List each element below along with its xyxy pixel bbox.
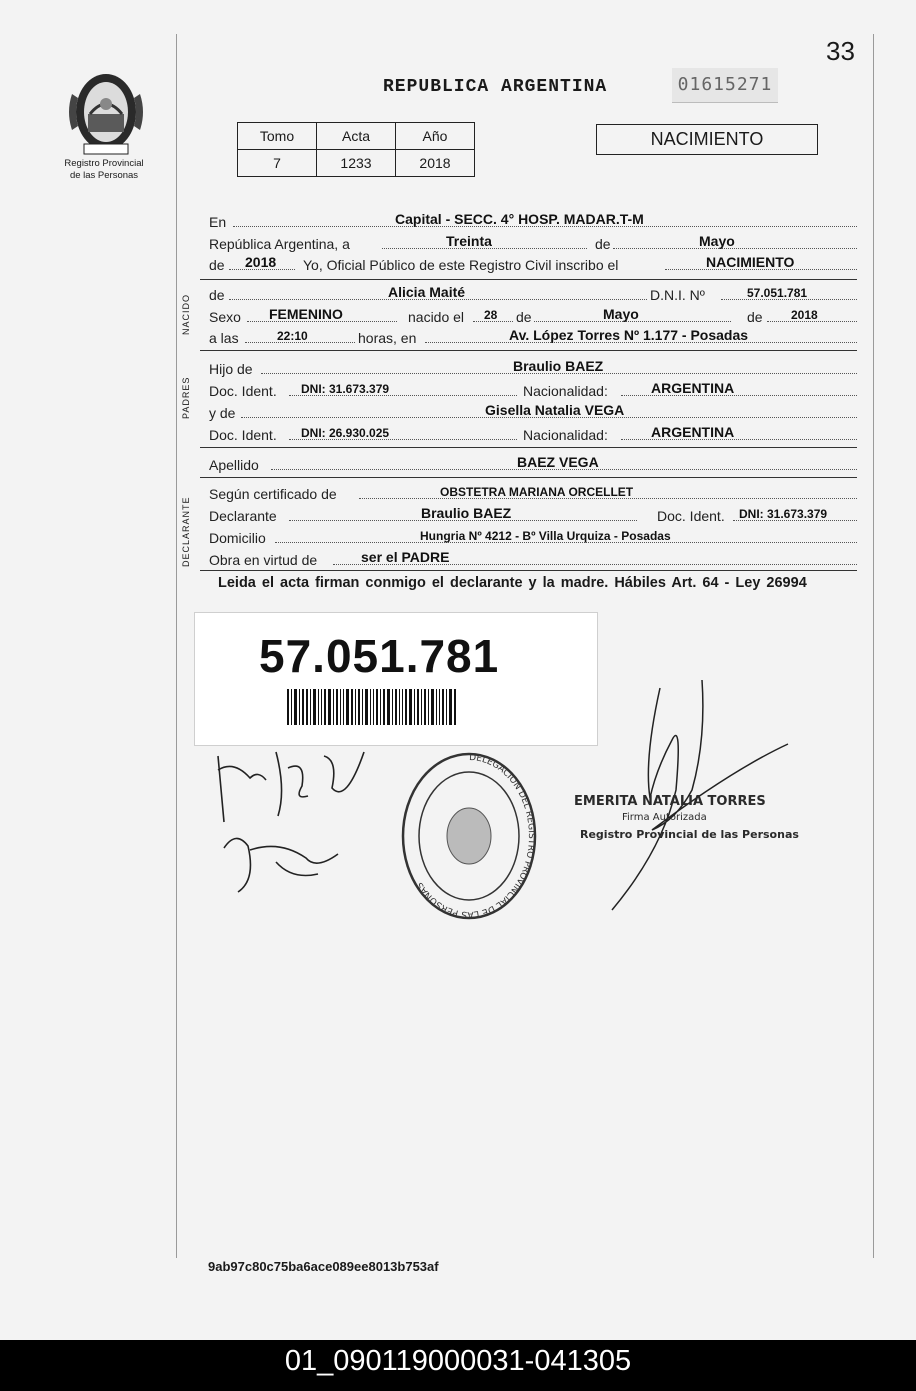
dotted-line (613, 248, 857, 249)
sexo-value: FEMENINO (269, 306, 343, 322)
barcode-bar (442, 689, 444, 725)
barcode-bar (306, 689, 308, 725)
declarante-doc-value: DNI: 31.673.379 (739, 507, 828, 521)
certificado-value: OBSTETRA MARIANA ORCELLET (440, 485, 634, 499)
barcode-bar (362, 689, 363, 725)
barcode-bar (358, 689, 360, 725)
barcode-bar (318, 689, 319, 725)
nacido-section-label: NACIDO (181, 293, 191, 335)
padre-doc-value: DNI: 31.673.379 (301, 382, 390, 396)
row-domicilio (209, 528, 857, 546)
barcode-bar (324, 689, 326, 725)
barcode-bar (436, 689, 437, 725)
seal-ring-text: DELEGACION DEL REGISTRO PROVINCIAL DE LAS PERSONAS (415, 752, 536, 920)
barcode-bar (328, 689, 331, 725)
barcode-bar (370, 689, 371, 725)
section-separator (200, 447, 857, 448)
barcode-bar (365, 689, 368, 725)
en-value: Capital - SECC. 4° HOSP. MADAR.T-M (395, 211, 644, 227)
official-organization: Registro Provincial de las Personas (580, 828, 799, 841)
barcode-bar (402, 689, 403, 725)
row-padre-doc (209, 381, 857, 399)
section-separator (200, 477, 857, 478)
a-las-label: a las (209, 330, 239, 346)
barcode-bar (310, 689, 311, 725)
page-number: 33 (826, 36, 855, 66)
madre-nacionalidad-value: ARGENTINA (651, 424, 735, 440)
de-label: de (209, 257, 225, 273)
obra-label: Obra en virtud de (209, 552, 318, 568)
de-label: de (209, 287, 225, 303)
row-obra (209, 550, 857, 568)
barcode-bar (321, 689, 322, 725)
logo-caption (48, 158, 160, 182)
apellido-label: Apellido (209, 457, 259, 473)
barcode-bar (421, 689, 422, 725)
section-separator (200, 279, 857, 280)
padre-nacionalidad-value: ARGENTINA (651, 380, 735, 396)
barcode-bar (299, 689, 300, 725)
horas-en-label: horas, en (358, 330, 417, 346)
padre-value: Braulio BAEZ (513, 358, 604, 374)
barcode-bar (380, 689, 381, 725)
section-separator (200, 350, 857, 351)
barcode-bar (446, 689, 447, 725)
document-title: REPUBLICA ARGENTINA (383, 77, 608, 97)
inscribe-value: NACIMIENTO (706, 254, 795, 270)
obra-value: ser el PADRE (361, 549, 450, 565)
madre-value: Gisella Natalia VEGA (485, 402, 625, 418)
barcode-bar (383, 689, 385, 725)
nacionalidad-label: Nacionalidad: (523, 427, 608, 443)
barcode-bar (346, 689, 349, 725)
official-signature (552, 680, 802, 940)
caption-line-1: Registro Provincial (64, 158, 144, 169)
barcode-bar (340, 689, 341, 725)
barcode-bar (351, 689, 353, 725)
closing-note: Leida el acta firman conmigo el declarante y la madre. Hábiles Art. 64 - Ley 26994 (218, 575, 807, 591)
section-separator (200, 570, 857, 571)
hijo-de-label: Hijo de (209, 361, 253, 377)
barcode-bar (392, 689, 393, 725)
anio-header: Año (396, 123, 475, 150)
y-de-label: y de (209, 405, 236, 421)
certificado-label: Según certificado de (209, 486, 337, 502)
row-madre (209, 403, 857, 421)
row-certificado (209, 484, 857, 502)
barcode-bar (387, 689, 390, 725)
record-kind-box: NACIMIENTO (596, 124, 818, 155)
official-role: Firma Autorizada (622, 812, 707, 823)
barcode-bar (313, 689, 316, 725)
tomo-value: 7 (238, 150, 317, 177)
domicilio-label: Domicilio (209, 530, 266, 546)
declarant-signature (206, 730, 366, 900)
de-label: de (516, 309, 532, 325)
anio-value: 2018 (396, 150, 475, 177)
barcode-bar (336, 689, 338, 725)
barcode-bar (302, 689, 304, 725)
barcode-bar (428, 689, 429, 725)
dia-value: Treinta (446, 233, 492, 249)
row-hora-lugar (209, 328, 857, 346)
register-header-row (238, 123, 475, 150)
barcode-bar (343, 689, 344, 725)
declarante-section-label: DECLARANTE (181, 496, 191, 567)
dia-nacimiento-value: 28 (484, 308, 498, 322)
barcode-bar (424, 689, 426, 725)
domicilio-value: Hungria Nº 4212 - Bº Villa Urquiza - Posadas (420, 529, 671, 543)
barcode-bar (333, 689, 334, 725)
dni-label: D.N.I. Nº (650, 287, 705, 303)
lugar-value: Av. López Torres Nº 1.177 - Posadas (509, 327, 749, 343)
acta-value: 1233 (317, 150, 396, 177)
register-value-row (238, 150, 475, 177)
doc-label: Doc. Ident. (657, 508, 725, 524)
nacido-el-label: nacido el (408, 309, 465, 325)
official-round-seal (394, 746, 544, 932)
barcode-icon (287, 689, 511, 725)
barcode-bar (417, 689, 419, 725)
barcode-bar (409, 689, 412, 725)
barcode-bar (399, 689, 400, 725)
left-margin-line (176, 34, 177, 1258)
hora-value: 22:10 (277, 329, 308, 343)
row-en (209, 212, 857, 230)
de-label: de (595, 236, 611, 252)
anio-nacimiento-value: 2018 (791, 308, 818, 322)
official-name: EMERITA NATALIA TORRES (574, 794, 766, 809)
mes-nacimiento-value: Mayo (603, 306, 639, 322)
barcode-bar (454, 689, 456, 725)
barcode-bar (294, 689, 297, 725)
nombre-value: Alicia Maité (388, 284, 466, 300)
mes-value: Mayo (699, 233, 735, 249)
row-anio (209, 255, 857, 273)
en-label: En (209, 214, 227, 230)
row-apellido (209, 455, 857, 473)
serial-number-stamp: 01615271 (672, 68, 778, 103)
sexo-label: Sexo (209, 309, 241, 325)
barcode-bar (439, 689, 440, 725)
row-madre-doc (209, 425, 857, 443)
dni-value: 57.051.781 (747, 286, 808, 300)
barcode-bar (449, 689, 452, 725)
acta-header: Acta (317, 123, 396, 150)
document-hash: 9ab97c80c75ba6ace089ee8013b753af (208, 1259, 439, 1274)
padres-section-label: PADRES (181, 376, 191, 419)
republica-label: República Argentina, a (209, 236, 350, 252)
madre-doc-value: DNI: 26.930.025 (301, 426, 390, 440)
doc-label: Doc. Ident. (209, 427, 277, 443)
anio-value: 2018 (245, 254, 277, 270)
register-table (237, 122, 475, 177)
doc-label: Doc. Ident. (209, 383, 277, 399)
tomo-header: Tomo (238, 123, 317, 150)
right-margin-line (873, 34, 874, 1258)
barcode-bar (376, 689, 378, 725)
row-sexo (209, 307, 857, 325)
barcode-bar (405, 689, 407, 725)
barcode-bar (373, 689, 374, 725)
barcode-bar (414, 689, 415, 725)
scan-id-footer: 01_090119000031-041305 (0, 1340, 916, 1391)
row-nombre (209, 285, 857, 303)
barcode-bar (395, 689, 397, 725)
barcode-bar (291, 689, 292, 725)
nacionalidad-label: Nacionalidad: (523, 383, 608, 399)
barcode-bar (355, 689, 356, 725)
row-declarante (209, 506, 857, 524)
sticker-number: 57.051.781 (259, 630, 500, 682)
barcode-bar (287, 689, 289, 725)
apellido-value: BAEZ VEGA (517, 454, 599, 470)
oficial-text: Yo, Oficial Público de este Registro Civil inscribo el (303, 257, 619, 273)
row-fecha-dia (209, 234, 857, 252)
barcode-bar (431, 689, 434, 725)
caption-line-2: de las Personas (69, 170, 139, 181)
misiones-coat-of-arms-icon (66, 66, 146, 158)
row-padre (209, 359, 857, 377)
id-sticker (194, 612, 598, 746)
declarante-value: Braulio BAEZ (421, 505, 512, 521)
de-label: de (747, 309, 763, 325)
declarante-label: Declarante (209, 508, 277, 524)
